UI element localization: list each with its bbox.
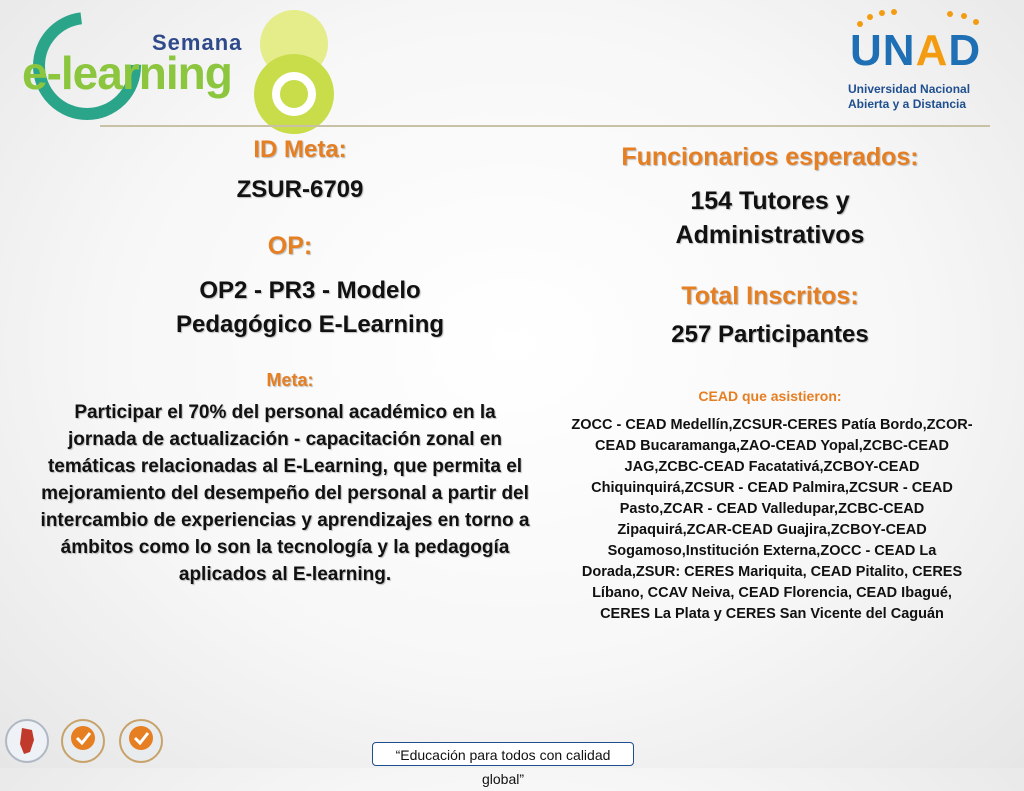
unad-wordmark	[850, 26, 981, 76]
slogan-badge: “Educación para todos con calidad global”	[372, 742, 634, 766]
cead-label: CEAD que asistieron:	[698, 388, 842, 404]
cead-list: ZOCC - CEAD Medellín,ZCSUR-CERES Patía Bordo,ZCOR-CEAD Bucaramanga,ZAO-CEAD Yopal,ZCBC-CEAD JAG,ZCBC-CEAD Facatativá,ZCBOY-CEAD Chiquinquirá,ZCSUR - CEAD Palmira,ZCSUR - CEAD Pasto,ZCAR - CEAD Valledupar,ZCBC-CEAD Zipaquirá,ZCAR-CEAD Guajira,ZCBOY-CEAD Sogamoso,Institución Externa,ZOCC - CEAD La Dorada,ZSUR: CERES Mariquita, CEAD Pitalito, CERES Líbano, CCAV Neiva, CEAD Florencia, CEAD Ibagué, CERES La Plata y CERES San Vicente del Caguán	[571, 417, 973, 622]
id-meta-label: ID Meta:	[253, 136, 347, 163]
total-inscritos-value: 257 Participantes	[671, 321, 869, 348]
total-inscritos-label: Total Inscritos:	[681, 282, 859, 310]
unad-subtitle-line2: Abierta y a Distancia	[848, 97, 967, 111]
op-label: OP:	[267, 232, 313, 260]
header-divider	[100, 125, 990, 127]
colombia-map-icon	[4, 718, 50, 764]
sgs-certification-icon	[60, 718, 106, 764]
unad-subtitle-line1: Universidad Nacional	[848, 82, 971, 96]
meta-label: Meta:	[266, 370, 314, 390]
funcionarios-label: Funcionarios esperados:	[621, 143, 919, 171]
id-meta-value: ZSUR-6709	[236, 176, 364, 203]
logo-semana-text: Semana	[152, 30, 243, 55]
sgs-certification-icon-2	[118, 718, 164, 764]
unad-letter: D	[948, 26, 982, 75]
unad-letter: N	[882, 26, 916, 75]
unad-letter: U	[850, 26, 883, 75]
op-value: OP2 - PR3 - Modelo Pedagógico E-Learning	[175, 277, 445, 338]
funcionarios-value: 154 Tutores y Administrativos	[675, 187, 865, 249]
meta-description: Participar el 70% del personal académico en la jornada de actualización - capacitación zonal en temáticas relacionadas al E-Learning, que permita el mejoramiento del desempeño del personal a partir del intercambio de experiencias y aprendizajes en torno a ámbitos como lo son la tecnología y la pedagogía aplicados al E-learning.	[40, 402, 530, 585]
logo-elearning-text: e-learning	[22, 47, 232, 99]
unad-letter: A	[915, 26, 949, 75]
